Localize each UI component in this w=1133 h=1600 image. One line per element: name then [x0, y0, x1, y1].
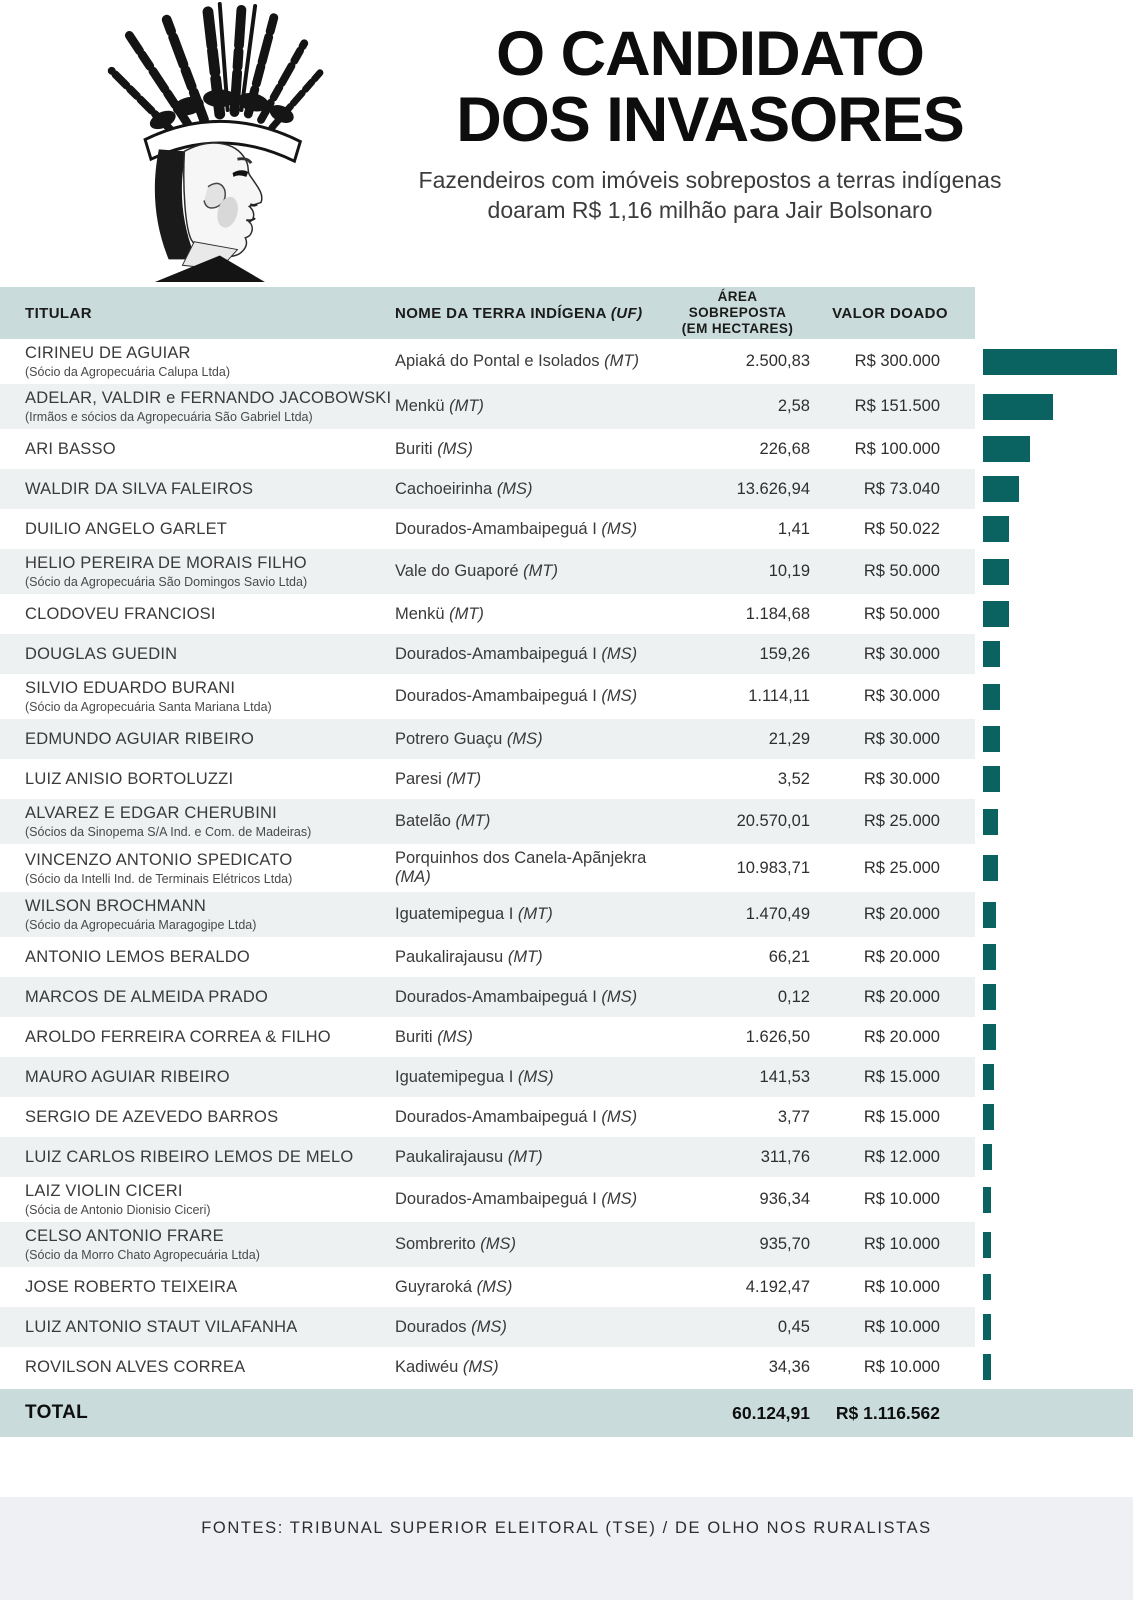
bar-cell: [975, 429, 1133, 469]
donor-note: (Sócio da Intelli Ind. de Terminais Elétricos Ltda): [25, 871, 293, 886]
donor-name: SILVIO EDUARDO BURANI: [25, 679, 236, 697]
land-uf: (MS): [506, 729, 543, 748]
land-uf: (MS): [476, 1277, 513, 1296]
donor-note: (Irmãos e sócios da Agropecuária São Gabriel Ltda): [25, 410, 313, 424]
bar-cell: [975, 469, 1133, 509]
area-value: 3,52: [777, 769, 810, 788]
donor-note: (Sócia de Antonio Dionisio Ciceri): [25, 1203, 211, 1217]
bar-cell: [975, 674, 1133, 719]
area-value: 0,45: [777, 1317, 810, 1336]
table-row: [0, 634, 1133, 674]
donation-value: R$ 20.000: [863, 905, 940, 923]
donor-name: HELIO PEREIRA DE MORAIS FILHO: [25, 554, 307, 572]
donor-name: CELSO ANTONIO FRARE: [25, 1227, 224, 1245]
donation-bar: [983, 766, 1000, 792]
bar-cell: [975, 719, 1133, 759]
terra-header-label: NOME DA TERRA INDÍGENA: [395, 304, 607, 322]
donor-name: ARI BASSO: [25, 439, 116, 458]
donation-value: R$ 20.000: [863, 1027, 940, 1046]
donor-cell: [25, 480, 395, 499]
land-cell: Menkü (MT): [395, 604, 484, 623]
donor-note: (Sócio da Agropecuária Maragogipe Ltda): [25, 918, 257, 932]
donor-name: LAIZ VIOLIN CICERI: [25, 1182, 183, 1200]
donor-cell: [25, 645, 395, 664]
table-row: [0, 1222, 1133, 1267]
column-header-terra: [395, 305, 665, 322]
land-uf: (MS): [517, 1067, 554, 1086]
land-cell: Sombrerito (MS): [395, 1235, 517, 1253]
donation-value: R$ 20.000: [863, 947, 940, 966]
donor-cell: [25, 1028, 395, 1047]
donor-name: EDMUNDO AGUIAR RIBEIRO: [25, 729, 255, 748]
area-value: 10,19: [768, 562, 810, 580]
row-main: [0, 1017, 975, 1057]
row-main: [0, 634, 975, 674]
donation-bar: [983, 1104, 994, 1130]
donation-bar: [983, 476, 1019, 502]
donor-cell: [25, 1358, 395, 1377]
area-value: 2.500,83: [745, 352, 810, 370]
donor-cell: [25, 1108, 395, 1127]
table-row: [0, 1307, 1133, 1347]
donation-value: R$ 10.000: [863, 1235, 940, 1253]
area-value: 3,77: [777, 1107, 810, 1126]
donation-bar: [983, 855, 998, 881]
table-row: [0, 1097, 1133, 1137]
land-uf: (MT): [449, 397, 484, 415]
bar-cell: [975, 549, 1133, 594]
donor-name: SERGIO DE AZEVEDO BARROS: [25, 1107, 279, 1126]
land-cell: Apiaká do Pontal e Isolados (MT): [395, 352, 639, 370]
donor-name: ALVAREZ E EDGAR CHERUBINI: [25, 804, 277, 822]
row-main: [0, 1177, 975, 1222]
donor-name: AROLDO FERREIRA CORREA & FILHO: [25, 1027, 331, 1046]
donor-cell: [25, 554, 395, 589]
land-cell: Kadiwéu (MS): [395, 1357, 499, 1376]
row-main: [0, 1097, 975, 1137]
donation-value: R$ 50.022: [863, 519, 940, 538]
donor-name: CLODOVEU FRANCIOSI: [25, 604, 216, 623]
land-cell: Menkü (MT): [395, 397, 484, 415]
total-row: [0, 1389, 1133, 1437]
donor-cell: [25, 389, 395, 424]
area-value: 0,12: [777, 987, 810, 1006]
donor-cell: [25, 440, 395, 459]
bar-cell: [975, 892, 1133, 937]
donation-bar: [983, 944, 996, 970]
bar-cell: [975, 1057, 1133, 1097]
bar-cell: [975, 759, 1133, 799]
bar-cell: [975, 799, 1133, 844]
table-row: [0, 799, 1133, 844]
row-main: [0, 674, 975, 719]
bar-cell: [975, 937, 1133, 977]
bar-cell: [975, 1137, 1133, 1177]
donor-name: JOSE ROBERTO TEIXEIRA: [25, 1277, 238, 1296]
land-cell: Vale do Guaporé (MT): [395, 562, 558, 580]
donor-cell: [25, 520, 395, 539]
land-cell: Paresi (MT): [395, 769, 482, 788]
donor-name: DUILIO ANGELO GARLET: [25, 519, 228, 538]
donor-name: ADELAR, VALDIR e FERNANDO JACOBOWSKI: [25, 389, 392, 407]
area-value: 4.192,47: [745, 1277, 810, 1296]
total-valor: R$ 1.116.562: [835, 1402, 940, 1423]
donor-cell: [25, 1148, 395, 1167]
page-title-line-1: O CANDIDATO: [496, 19, 924, 89]
subtitle-line-2: doaram R$ 1,16 milhão para Jair Bolsonaro: [487, 197, 933, 224]
donation-value: R$ 300.000: [854, 352, 940, 370]
area-value: 10.983,71: [736, 858, 810, 877]
donor-note: (Sócio da Agropecuária Calupa Ltda): [25, 365, 230, 379]
donation-bar: [983, 1274, 991, 1300]
donation-bar: [983, 1064, 994, 1090]
land-cell: Guyraroká (MS): [395, 1277, 513, 1296]
land-uf: (MT): [507, 947, 543, 966]
donation-bar: [983, 1354, 991, 1380]
land-uf: (MS): [462, 1357, 499, 1376]
row-main: [0, 892, 975, 937]
donation-value: R$ 10.000: [863, 1190, 940, 1208]
donor-name: ANTONIO LEMOS BERALDO: [25, 947, 250, 966]
donor-cell: [25, 897, 395, 932]
area-value: 1.114,11: [748, 687, 810, 705]
bar-cell: [975, 1097, 1133, 1137]
column-header-area: [665, 289, 810, 338]
row-main: [0, 594, 975, 634]
bar-cell: [975, 1267, 1133, 1307]
donor-note: (Sócio da Agropecuária São Domingos Savio Ltda): [25, 575, 308, 589]
row-main: [0, 1222, 975, 1267]
bar-cell: [975, 844, 1133, 892]
donor-cell: [25, 988, 395, 1007]
land-cell: Iguatemipegua I (MS): [395, 1067, 554, 1086]
donation-value: R$ 30.000: [863, 769, 940, 788]
area-value: 1.470,49: [745, 905, 810, 923]
land-cell: Iguatemipegua I (MT): [395, 905, 553, 923]
donor-cell: [25, 1278, 395, 1297]
headdress-portrait-image: [72, 2, 397, 282]
donor-cell: [25, 679, 395, 714]
land-cell: Dourados-Amambaipeguá I (MS): [395, 687, 638, 705]
land-uf: (MS): [601, 644, 638, 663]
donor-name: LUIZ ANTONIO STAUT VILAFANHA: [25, 1317, 298, 1336]
row-main: [0, 1267, 975, 1307]
land-uf: (MS): [601, 687, 638, 705]
donor-cell: [25, 605, 395, 624]
table-row: [0, 892, 1133, 937]
table-row: [0, 1137, 1133, 1177]
donor-name: WILSON BROCHMANN: [25, 897, 207, 915]
area-value: 226,68: [759, 439, 810, 458]
bar-cell: [975, 594, 1133, 634]
area-value: 1.626,50: [745, 1027, 810, 1046]
land-cell: Dourados-Amambaipeguá I (MS): [395, 987, 638, 1006]
row-main: [0, 1057, 975, 1097]
row-main: [0, 384, 975, 429]
area-value: 34,36: [768, 1357, 810, 1376]
land-cell: Paukalirajausu (MT): [395, 1147, 543, 1166]
land-uf: (MA): [395, 868, 431, 886]
donation-value: R$ 15.000: [863, 1067, 940, 1086]
donation-value: R$ 25.000: [863, 812, 940, 830]
donor-name: ROVILSON ALVES CORREA: [25, 1357, 246, 1376]
column-header-valor: VALOR DOADO: [832, 304, 948, 322]
bar-cell: [975, 634, 1133, 674]
land-uf: (MT): [604, 352, 639, 370]
land-cell: Buriti (MS): [395, 439, 473, 458]
area-value: 936,34: [759, 1190, 810, 1208]
land-uf: (MS): [601, 1107, 638, 1126]
donor-cell: [25, 1227, 395, 1262]
donation-value: R$ 151.500: [854, 397, 940, 415]
land-uf: (MS): [480, 1235, 517, 1253]
bar-cell: [975, 1017, 1133, 1057]
area-value: 159,26: [759, 644, 810, 663]
table-row: [0, 844, 1133, 892]
row-main: [0, 339, 975, 384]
donation-bar: [983, 641, 1000, 667]
donation-bar: [983, 902, 996, 928]
donor-cell: [25, 770, 395, 789]
table-row: [0, 937, 1133, 977]
land-cell: Paukalirajausu (MT): [395, 947, 543, 966]
land-uf: (MS): [601, 987, 638, 1006]
subtitle-line-1: Fazendeiros com imóveis sobrepostos a terras indígenas: [418, 167, 1002, 194]
table-row: [0, 1017, 1133, 1057]
table-row: [0, 759, 1133, 799]
donor-note: (Sócio da Morro Chato Agropecuária Ltda): [25, 1248, 260, 1262]
donor-name: MAURO AGUIAR RIBEIRO: [25, 1067, 230, 1086]
land-uf: (MS): [437, 1027, 473, 1046]
land-cell: Potrero Guaçu (MS): [395, 729, 543, 748]
bar-cell: [975, 1347, 1133, 1387]
row-main: [0, 937, 975, 977]
table-header: [0, 287, 975, 339]
donation-value: R$ 12.000: [863, 1147, 940, 1166]
donation-bar: [983, 601, 1009, 627]
row-main: [0, 1307, 975, 1347]
land-cell: Dourados-Amambaipeguá I (MS): [395, 1190, 638, 1208]
donation-bar: [983, 984, 996, 1010]
row-main: [0, 1137, 975, 1177]
row-main: [0, 799, 975, 844]
title-block: [390, 19, 1030, 226]
donor-name: CIRINEU DE AGUIAR: [25, 344, 191, 362]
donor-note: (Sócio da Agropecuária Santa Mariana Ltda): [25, 700, 272, 714]
table-row: [0, 977, 1133, 1017]
column-header-titular: TITULAR: [25, 304, 92, 322]
land-cell: Dourados-Amambaipeguá I (MS): [395, 644, 638, 663]
land-uf: (MS): [437, 439, 473, 458]
donation-bar: [983, 726, 1000, 752]
land-cell: Dourados-Amambaipeguá I (MS): [395, 1107, 638, 1126]
row-main: [0, 469, 975, 509]
area-header-line3: (EM HECTARES): [681, 321, 794, 337]
land-cell: Batelão (MT): [395, 812, 491, 830]
table-row: [0, 549, 1133, 594]
area-value: 13.626,94: [736, 479, 810, 498]
area-value: 1.184,68: [745, 604, 810, 623]
donor-cell: [25, 1318, 395, 1337]
row-main: [0, 759, 975, 799]
land-uf: (MS): [601, 519, 638, 538]
land-cell: Dourados-Amambaipeguá I (MS): [395, 519, 638, 538]
donor-cell: [25, 948, 395, 967]
land-uf: (MS): [601, 1190, 638, 1208]
table-row: [0, 339, 1133, 384]
table-row: [0, 1267, 1133, 1307]
area-value: 20.570,01: [736, 812, 810, 830]
donation-value: R$ 100.000: [854, 439, 940, 458]
donor-cell: [25, 851, 395, 886]
donor-name: DOUGLAS GUEDIN: [25, 644, 178, 663]
bar-cell: [975, 1307, 1133, 1347]
donor-cell: [25, 344, 395, 379]
donation-bar: [983, 516, 1009, 542]
land-cell: Buriti (MS): [395, 1027, 473, 1046]
donation-bar: [983, 1144, 992, 1170]
donation-bar: [983, 1187, 991, 1213]
total-area: 60.124,91: [732, 1402, 810, 1423]
donation-value: R$ 30.000: [863, 644, 940, 663]
bar-cell: [975, 1177, 1133, 1222]
row-main: [0, 719, 975, 759]
row-main: [0, 1347, 975, 1387]
donation-value: R$ 50.000: [863, 562, 940, 580]
donation-value: R$ 25.000: [863, 858, 940, 877]
donation-bar: [983, 684, 1000, 710]
row-main: [0, 549, 975, 594]
area-value: 311,76: [760, 1147, 810, 1166]
sources-text: FONTES: TRIBUNAL SUPERIOR ELEITORAL (TSE) / DE OLHO NOS RURALISTAS: [201, 1519, 932, 1537]
area-header-line1: ÁREA: [717, 288, 758, 304]
donation-bar: [983, 1232, 991, 1258]
donor-name: LUIZ ANISIO BORTOLUZZI: [25, 769, 234, 788]
header: [0, 0, 1133, 287]
donation-bar: [983, 436, 1030, 462]
donor-name: MARCOS DE ALMEIDA PRADO: [25, 987, 268, 1006]
page-subtitle: [390, 165, 1030, 226]
row-main: [0, 977, 975, 1017]
land-cell: Porquinhos dos Canela-Apãnjekra (MA): [395, 849, 647, 886]
land-uf: (MT): [523, 562, 558, 580]
donation-value: R$ 30.000: [863, 729, 940, 748]
bar-cell: [975, 384, 1133, 429]
area-value: 21,29: [768, 729, 810, 748]
donation-value: R$ 20.000: [863, 987, 940, 1006]
donation-value: R$ 73.040: [863, 479, 940, 498]
table-row: [0, 719, 1133, 759]
land-uf: (MS): [496, 479, 533, 498]
table-body: [0, 339, 1133, 1387]
donation-bar: [983, 809, 998, 835]
donation-value: R$ 10.000: [863, 1357, 940, 1376]
area-value: 141,53: [759, 1067, 810, 1086]
table-row: [0, 1177, 1133, 1222]
bar-cell: [975, 977, 1133, 1017]
land-uf: (MT): [455, 812, 491, 830]
area-value: 66,21: [768, 947, 810, 966]
bar-cell: [975, 1222, 1133, 1267]
row-main: [0, 509, 975, 549]
land-cell: Dourados (MS): [395, 1317, 507, 1336]
bar-cell: [975, 339, 1133, 384]
donor-cell: [25, 730, 395, 749]
donation-value: R$ 10.000: [863, 1317, 940, 1336]
table-row: [0, 594, 1133, 634]
donation-bar: [983, 349, 1117, 375]
donation-value: R$ 30.000: [863, 687, 940, 705]
donor-cell: [25, 1182, 395, 1217]
donation-bar: [983, 1024, 996, 1050]
total-label: TOTAL: [25, 1402, 89, 1423]
donor-note: (Sócios da Sinopema S/A Ind. e Com. de Madeiras): [25, 825, 312, 839]
area-value: 2,58: [777, 397, 810, 415]
donor-name: VINCENZO ANTONIO SPEDICATO: [25, 850, 293, 869]
land-uf: (MT): [517, 905, 553, 923]
land-uf: (MT): [446, 769, 482, 788]
terra-header-uf: (UF): [610, 304, 643, 322]
land-uf: (MT): [449, 604, 484, 623]
donation-value: R$ 50.000: [863, 604, 940, 623]
table-row: [0, 384, 1133, 429]
donor-name: LUIZ CARLOS RIBEIRO LEMOS DE MELO: [25, 1147, 354, 1166]
table-row: [0, 469, 1133, 509]
footer: [0, 1497, 1133, 1600]
land-uf: (MT): [507, 1147, 543, 1166]
bar-cell: [975, 509, 1133, 549]
donation-value: R$ 10.000: [863, 1277, 940, 1296]
page-title-line-2: DOS INVASORES: [456, 84, 964, 155]
table-row: [0, 509, 1133, 549]
land-uf: (MS): [471, 1317, 507, 1336]
donation-bar: [983, 1314, 991, 1340]
donor-name: WALDIR DA SILVA FALEIROS: [25, 479, 254, 498]
table-row: [0, 1347, 1133, 1387]
area-header-line2: SOBREPOSTA: [688, 304, 787, 320]
table-row: [0, 1057, 1133, 1097]
area-value: 1,41: [777, 519, 810, 538]
donation-bar: [983, 394, 1053, 420]
area-value: 935,70: [759, 1235, 810, 1253]
donation-value: R$ 15.000: [863, 1107, 940, 1126]
row-main: [0, 429, 975, 469]
row-main: [0, 844, 975, 892]
table-row: [0, 429, 1133, 469]
donation-bar: [983, 559, 1009, 585]
table-row: [0, 674, 1133, 719]
donor-cell: [25, 1068, 395, 1087]
donor-cell: [25, 804, 395, 839]
land-cell: Cachoeirinha (MS): [395, 479, 533, 498]
